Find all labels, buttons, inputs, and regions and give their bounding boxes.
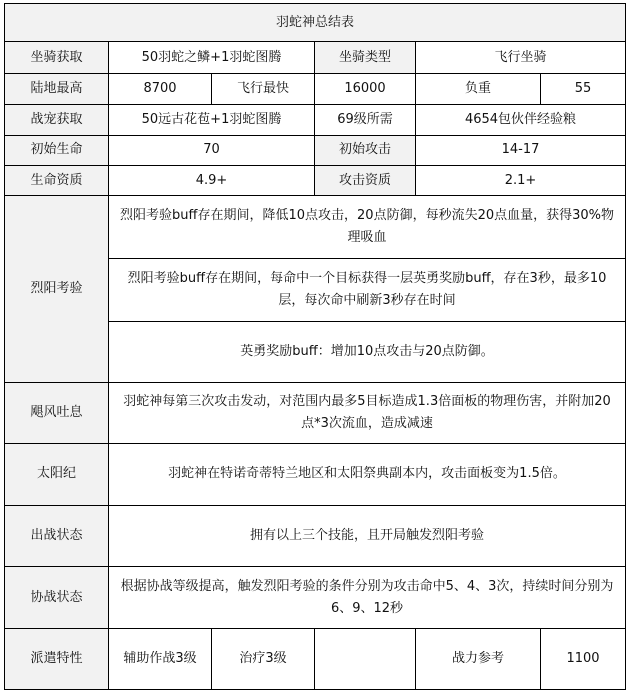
row-gale — [5, 383, 626, 444]
base-hp-label: 初始生命 — [5, 135, 109, 165]
gale-skill-desc: 羽蛇神每第三次攻击发动，对范围内最多5目标造成1.3倍面板的物理伤害，并附加20点*3次流血，造成减速 — [109, 383, 626, 444]
row-mount — [5, 42, 626, 73]
row-base-stats — [5, 135, 626, 165]
trial-skill-label: 烈阳考验 — [5, 196, 109, 383]
dispatch-trait-2: 治疗3级 — [212, 629, 315, 690]
base-attack-label: 初始攻击 — [315, 135, 416, 165]
level-requirement-value: 4654包伙伴经验粮 — [416, 105, 626, 135]
row-trial-1 — [5, 196, 626, 259]
power-reference-value: 1100 — [541, 629, 626, 690]
mount-acquire-label: 坐骑获取 — [5, 42, 109, 73]
hp-aptitude-label: 生命资质 — [5, 165, 109, 195]
load-value: 55 — [541, 73, 626, 104]
dispatch-trait-1: 辅助作战3级 — [109, 629, 212, 690]
dispatch-trait-3 — [315, 629, 416, 690]
assist-state-label: 协战状态 — [5, 567, 109, 629]
row-assist — [5, 567, 626, 629]
mount-type-label: 坐骑类型 — [315, 42, 416, 73]
base-attack-value: 14-17 — [416, 135, 626, 165]
row-aptitude — [5, 165, 626, 195]
trial-skill-desc-1: 烈阳考验buff存在期间，降低10点攻击，20点防御，每秒流失20点血量，获得30%物理吸血 — [109, 196, 626, 259]
table-title: 羽蛇神总结表 — [5, 4, 626, 42]
dispatch-trait-label: 派遣特性 — [5, 629, 109, 690]
summary-table — [4, 3, 626, 690]
battle-state-label: 出战状态 — [5, 505, 109, 567]
mount-type-value: 飞行坐骑 — [416, 42, 626, 73]
land-speed-label: 陆地最高 — [5, 73, 109, 104]
load-label: 负重 — [416, 73, 541, 104]
attack-aptitude-value: 2.1+ — [416, 165, 626, 195]
land-speed-value: 8700 — [109, 73, 212, 104]
fly-speed-label: 飞行最快 — [212, 73, 315, 104]
fly-speed-value: 16000 — [315, 73, 416, 104]
pet-acquire-value: 50远古花苞+1羽蛇图腾 — [109, 105, 315, 135]
gale-skill-label: 飓风吐息 — [5, 383, 109, 444]
row-dispatch — [5, 629, 626, 690]
row-sun — [5, 444, 626, 506]
mount-acquire-value: 50羽蛇之鳞+1羽蛇图腾 — [109, 42, 315, 73]
row-speed — [5, 73, 626, 104]
base-hp-value: 70 — [109, 135, 315, 165]
hp-aptitude-value: 4.9+ — [109, 165, 315, 195]
power-reference-label: 战力参考 — [416, 629, 541, 690]
pet-acquire-label: 战宠获取 — [5, 105, 109, 135]
level-requirement-label: 69级所需 — [315, 105, 416, 135]
attack-aptitude-label: 攻击资质 — [315, 165, 416, 195]
assist-state-desc: 根据协战等级提高，触发烈阳考验的条件分别为攻击命中5、4、3次，持续时间分别为6、9、12秒 — [109, 567, 626, 629]
trial-skill-desc-2: 烈阳考验buff存在期间，每命中一个目标获得一层英勇奖励buff，存在3秒，最多10层，每次命中刷新3秒存在时间 — [109, 258, 626, 321]
row-pet — [5, 105, 626, 135]
sun-skill-label: 太阳纪 — [5, 444, 109, 506]
row-battle — [5, 505, 626, 567]
battle-state-desc: 拥有以上三个技能，且开局触发烈阳考验 — [109, 505, 626, 567]
sun-skill-desc: 羽蛇神在特诺奇蒂特兰地区和太阳祭典副本内，攻击面板变为1.5倍。 — [109, 444, 626, 506]
title-row — [5, 4, 626, 42]
trial-skill-desc-3: 英勇奖励buff：增加10点攻击与20点防御。 — [109, 321, 626, 383]
